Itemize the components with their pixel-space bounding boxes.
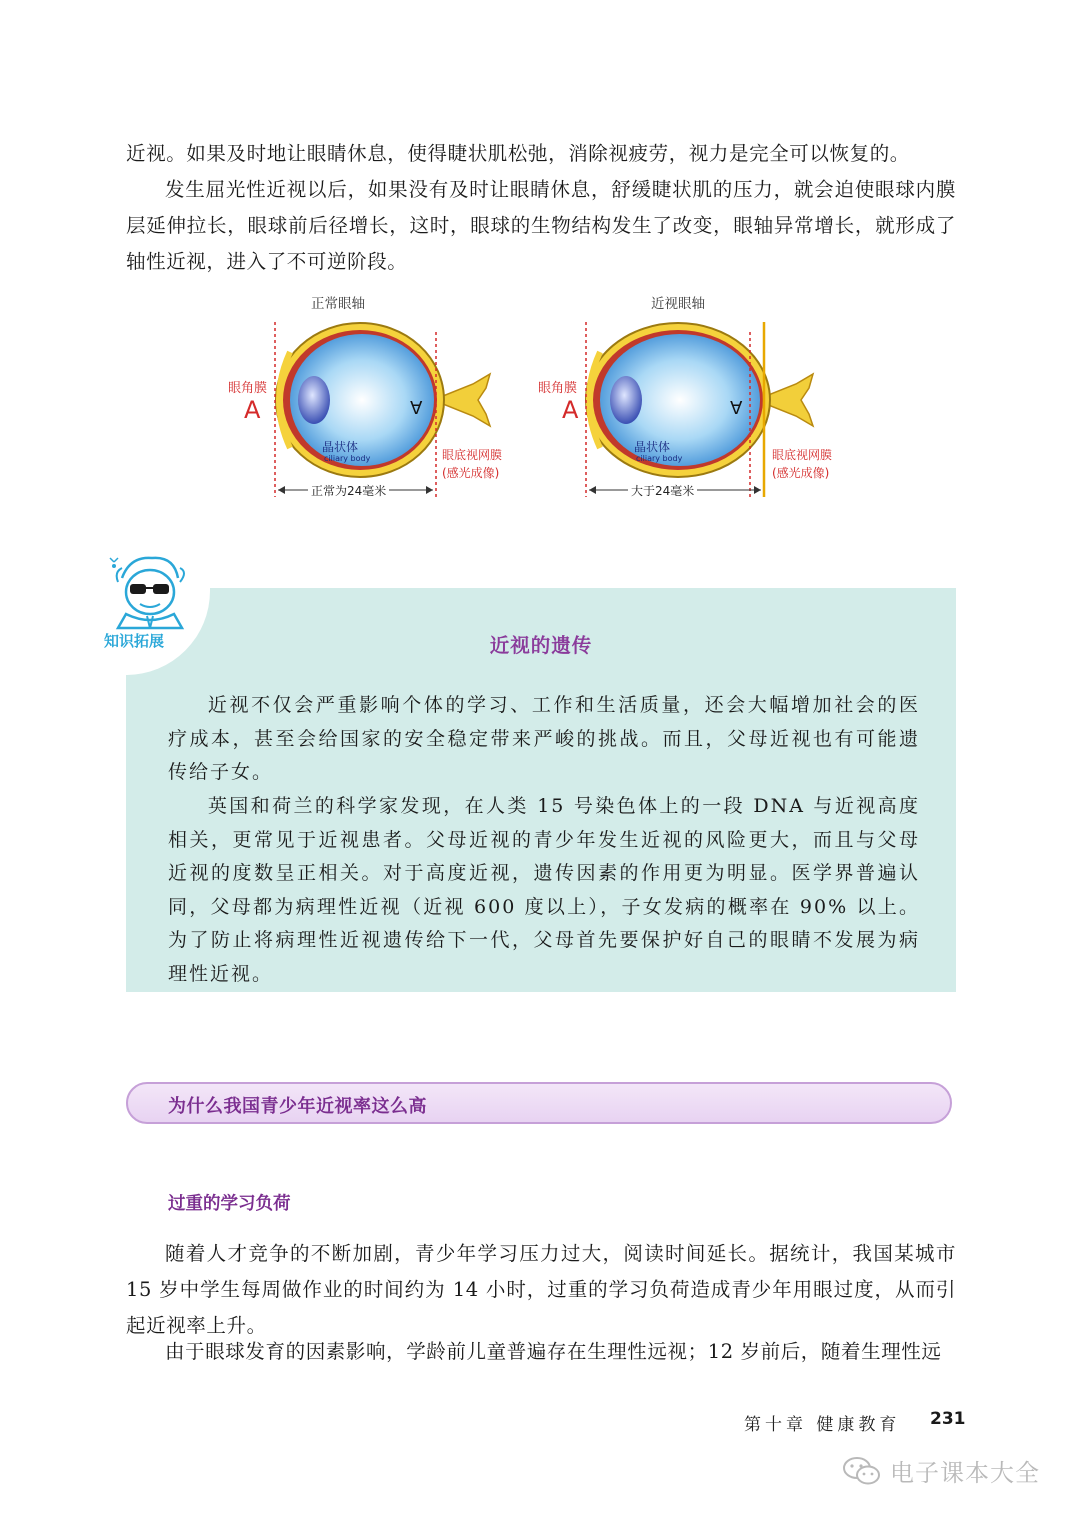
section-header-bar bbox=[126, 1082, 952, 1124]
image-symbol-inverted: A bbox=[730, 396, 743, 417]
lens-label-en: ciliary body bbox=[636, 454, 683, 463]
cornea-label: 眼角膜 bbox=[228, 381, 268, 396]
object-symbol: A bbox=[562, 396, 579, 424]
cornea-label: 眼角膜 bbox=[538, 381, 578, 396]
knowledge-badge-label: 知识拓展 bbox=[104, 632, 165, 650]
retina-sub-label: (感光成像) bbox=[772, 466, 830, 480]
object-symbol: A bbox=[244, 396, 261, 424]
normal-eye-title: 正常眼轴 bbox=[311, 296, 365, 312]
image-symbol-inverted: A bbox=[410, 396, 423, 417]
myopic-eye-panel bbox=[538, 292, 838, 510]
retina-label: 眼底视网膜 bbox=[442, 448, 503, 462]
paragraph-axial-myopia: 发生屈光性近视以后，如果没有及时让眼睛休息，舒缓睫状肌的压力，就会迫使眼球内膜层延伸拉长，眼球前后径增长，这时，眼球的生物结构发生了改变，眼轴异常增长，就形成了轴性近视，进入了不可逆阶段。 bbox=[126, 178, 956, 273]
section-title: 为什么我国青少年近视率这么高 bbox=[168, 1096, 427, 1117]
axis-length-label: 正常为24毫米 bbox=[308, 482, 389, 499]
lens-label-en: ciliary body bbox=[324, 454, 371, 463]
eye-axis-figure bbox=[228, 292, 856, 510]
paragraph-continuation: 近视。如果及时地让眼睛休息，使得睫状肌松弛，消除视疲劳，视力是完全可以恢复的。 bbox=[126, 142, 910, 165]
page-number: 231 bbox=[930, 1409, 966, 1429]
watermark-text: 电子课本大全 bbox=[890, 1459, 1040, 1487]
knowledge-paragraph-1: 近视不仅会严重影响个体的学习、工作和生活质量，还会大幅增加社会的医疗成本，甚至会给国家的安全稳定带来严峻的挑战。而且，父母近视也有可能遗传给子女。 bbox=[168, 694, 920, 784]
knowledge-paragraph-2: 英国和荷兰的科学家发现，在人类 15 号染色体上的一段 DNA 与近视高度相关，更常见于近视患者。父母近视的青少年发生近视的风险更大，而且与父母近视的度数呈正相关。对于高度近视，遗传因素的作用更为明显。医学界普遍认同，父母都为病理性近视（近视 600 度以上），子女发病的概率在 90% 以上。为了防止将病理性近视遗传给下一代，父母首先要保护好自己的眼睛不发展为病理性近视。 bbox=[168, 795, 920, 985]
wechat-icon bbox=[842, 1455, 882, 1487]
lens-label: 晶状体 bbox=[322, 440, 359, 454]
knowledge-title: 近视的遗传 bbox=[489, 634, 593, 657]
chapter-footer: 第十章 健康教育 bbox=[744, 1415, 901, 1435]
subheading: 过重的学习负荷 bbox=[168, 1194, 291, 1214]
retina-sub-label: (感光成像) bbox=[442, 466, 500, 480]
retina-label: 眼底视网膜 bbox=[772, 448, 833, 462]
watermark bbox=[842, 1453, 1040, 1488]
normal-eye-panel bbox=[228, 292, 528, 510]
paragraph-hyperopia: 由于眼球发育的因素影响，学龄前儿童普遍存在生理性远视；12 岁前后，随着生理性远 bbox=[165, 1340, 942, 1363]
paragraph-study-load: 随着人才竞争的不断加剧，青少年学习压力过大，阅读时间延长。据统计，我国某城市 15 岁中学生每周做作业的时间约为 14 小时，过重的学习负荷造成青少年用眼过度，从而引起近视率上升。 bbox=[126, 1242, 956, 1337]
axis-length-label: 大于24毫米 bbox=[628, 482, 697, 499]
myopic-eye-title: 近视眼轴 bbox=[651, 296, 705, 312]
lens-label: 晶状体 bbox=[634, 440, 671, 454]
